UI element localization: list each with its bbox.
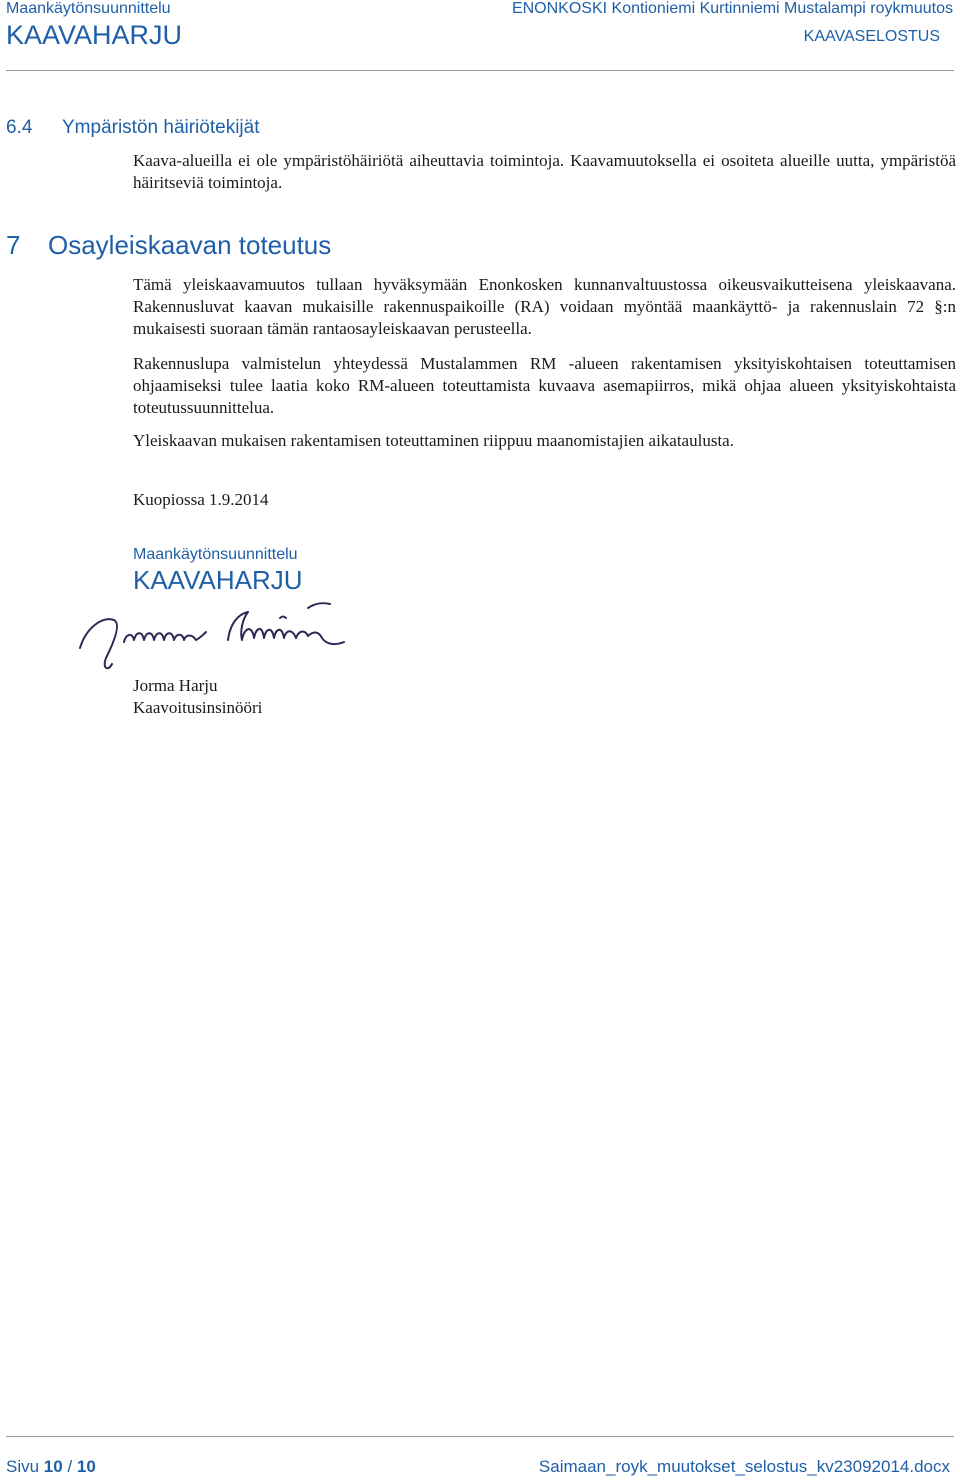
page-total: 10 (76, 1457, 96, 1476)
section-7-heading (6, 229, 331, 261)
header-divider (6, 70, 954, 71)
section-6-4-heading (6, 115, 259, 141)
signature-org-small: Maankäytönsuunnittelu (133, 546, 298, 563)
section-7-number: 7 (6, 230, 21, 260)
page-number (6, 1456, 96, 1478)
signature-org-logo: KAAVAHARJU (133, 565, 303, 595)
section-7-title: Osayleiskaavan toteutus (48, 230, 332, 260)
footer-divider (6, 1436, 954, 1437)
section-6-4-paragraph: Kaava-alueilla ei ole ympäristöhäiriötä aiheuttavia toimintoja. Kaavamuutoksella ei osoiteta alueille uutta, ympäristöä häiritseviä toimintoja. (133, 151, 956, 192)
page-current: 10 (43, 1457, 63, 1476)
section-7-paragraph-1: Tämä yleiskaavamuutos tullaan hyväksymään Enonkosken kunnanvaltuustossa oikeusvaikutteisena yleiskaavana. Rakennusluvat kaavan mukaisille rakennuspaikoille (RA) voidaan myöntää maankäyttö- ja rakennuslain 72 §:n mukaisesti suoraan tämän rantaosayleiskaavan perusteella. (133, 275, 956, 338)
section-7-paragraph-2: Rakennuslupa valmistelun yhteydessä Mustalammen RM -alueen rakentamisen yksityiskohtaisen toteuttamisen ohjaamiseksi tulee laatia koko RM-alueen toteuttamista kuvaava asemapiirros, mikä ohjaa alueen yksityiskohtaista toteutussuunnittelua. (133, 354, 956, 417)
footer-filename: Saimaan_royk_muutokset_selostus_kv23092014.docx (538, 1457, 950, 1476)
section-6-4-number: 6.4 (6, 117, 33, 138)
signer-name: Jorma Harju (133, 676, 218, 695)
section-6-4-title: Ympäristön häiriötekijät (62, 117, 260, 138)
handwritten-signature (72, 598, 362, 678)
page-prefix: Sivu (6, 1457, 44, 1476)
section-7-paragraph-3: Yleiskaavan mukaisen rakentamisen toteuttaminen riippuu maanomistajien aikataulusta. (133, 431, 734, 450)
header-project-title: ENONKOSKI Kontioniemi Kurtinniemi Mustalampi roykmuutos (511, 0, 953, 17)
header-org-logo: KAAVAHARJU (6, 20, 183, 50)
signer-title: Kaavoitusinsinööri (133, 698, 263, 717)
page-separator: / (62, 1457, 77, 1476)
header-org-small: Maankäytönsuunnittelu (6, 0, 171, 17)
header-doc-type: KAAVASELOSTUS (803, 28, 940, 45)
place-and-date: Kuopiossa 1.9.2014 (133, 490, 269, 509)
